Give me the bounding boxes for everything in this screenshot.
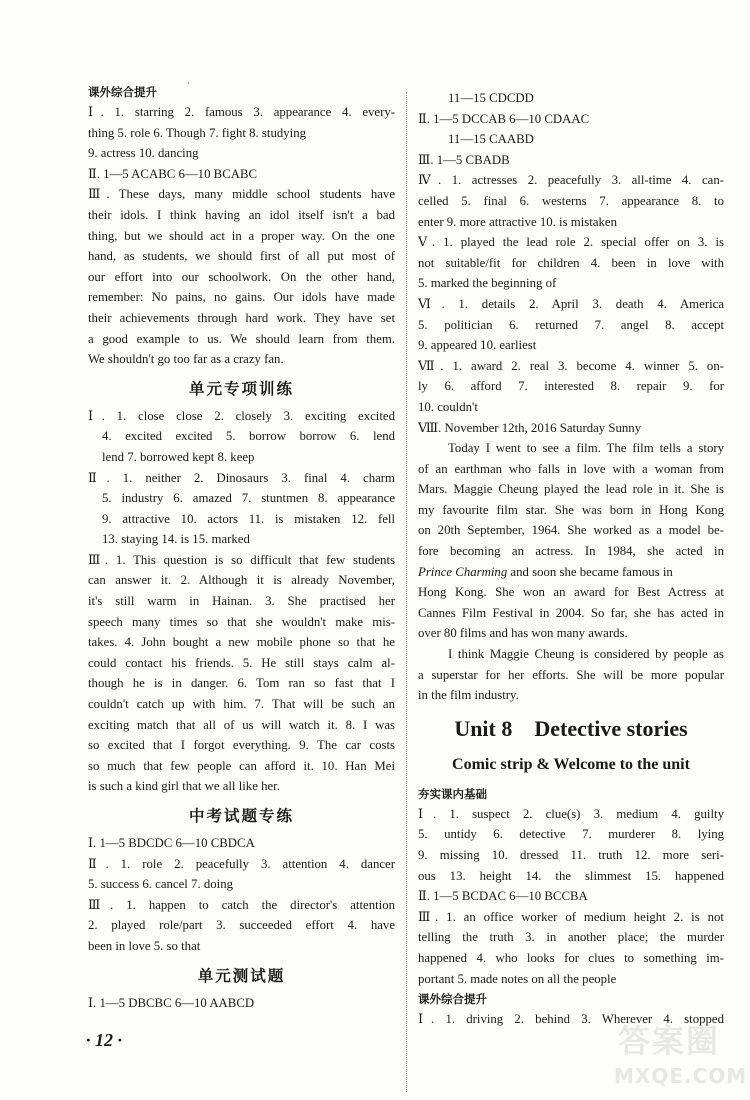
- answer-line: thing 5. role 6. Though 7. fight 8. studying: [88, 125, 307, 140]
- essay-line: our effort into our schoolwork. On the other hand,: [88, 269, 395, 284]
- answer-line: 11—15 CDCDD: [448, 91, 534, 105]
- answer-line: couldn't catch up with him. 7. That will be such an: [88, 697, 395, 712]
- unit-test-answers-continued: [418, 88, 724, 418]
- answer-line: 5. untidy 6. detective 7. murderer 8. lying: [418, 827, 724, 842]
- exam-practice-heading: 中考试题专练: [188, 807, 294, 825]
- exam-practice-answers: [88, 833, 395, 957]
- in-class-basics-heading: 夯实课内基础: [418, 786, 487, 801]
- answer-line: 9. appeared 10. earliest: [418, 338, 537, 353]
- answer-line: 5. industry 6. amazed 7. stuntmen 8. appearance: [102, 491, 395, 506]
- answer-line: telling the truth 3. in another place; the murder: [418, 930, 724, 945]
- answer-line: 11—15 CAABD: [448, 132, 534, 147]
- essay-line: my favourite film star. She was born in Hong Kong: [418, 502, 724, 517]
- answer-line: 9. actress 10. dancing: [88, 146, 199, 161]
- unit-practice-answers: [88, 406, 395, 797]
- answer-line: 13. staying 14. is 15. marked: [102, 532, 250, 547]
- answer-line: Ⅰ. 1. close close 2. closely 3. exciting excited: [88, 408, 395, 423]
- answer-line: takes. 4. John bought a new mobile phone so that he: [88, 635, 395, 650]
- essay-line: Ⅲ. These days, many middle school students have: [88, 187, 395, 202]
- essay-line: Today I went to see a film. The film tells a story: [448, 441, 724, 456]
- answer-line: 9. missing 10. dressed 11. truth 12. more seri-: [418, 848, 724, 862]
- answer-line: Ⅵ. 1. details 2. April 3. death 4. America: [418, 296, 724, 311]
- essay-line: [418, 562, 724, 583]
- unit-label: Unit 8: [454, 715, 513, 741]
- answer-line: portant 5. made notes on all the people: [418, 971, 617, 986]
- essay-line: Mars. Maggie Cheung played the lead role in it. She is: [418, 482, 724, 497]
- answer-line: Ⅲ. 1—5 CBADB: [418, 152, 510, 167]
- answer-line: though he is in danger. 6. Tom ran so fast that I: [88, 676, 395, 691]
- essay-line: Cannes Film Festival in 2004. So far, she has acted in: [418, 605, 724, 620]
- unit-subtitle: Comic strip & Welcome to the unit: [452, 755, 690, 773]
- answer-line: so excited that I forgot everything. 9. The car costs: [88, 738, 395, 753]
- unit-test-answers: [88, 993, 395, 1014]
- answer-line: Ⅶ. 1. award 2. real 3. become 4. winner 5. on-: [418, 358, 724, 373]
- in-class-basics-answers: [418, 804, 724, 989]
- essay-line: fore becoming an actress. In 1984, she acted in: [418, 544, 724, 559]
- essay-line: over 80 films and has won many awards.: [418, 626, 628, 641]
- essay-line: thing, but we should act in a proper way. On the one: [88, 228, 395, 243]
- essay-line: remember: No pains, no gains. Our idols have made: [88, 290, 395, 305]
- answer-line: happened 4. who looks for clues to something im-: [418, 950, 724, 965]
- essay-line: their idols. I think having an idol itself isn't a bad: [88, 207, 395, 222]
- column-divider: [406, 92, 407, 1092]
- essay-line: their achievements through hard work. They have set: [88, 310, 395, 325]
- answer-line: not suitable/fit for children 4. been in love with: [418, 255, 724, 270]
- answer-line: enter 9. more attractive 10. is mistaken: [418, 214, 617, 229]
- answer-line: Ⅱ. 1—5 DCCAB 6—10 CDAAC: [418, 111, 590, 126]
- answer-line: Ⅴ. 1. played the lead role 2. special offer on 3. is: [418, 235, 724, 250]
- diary-essay: [418, 418, 724, 706]
- answer-line: is such a kind girl that we all like her.: [88, 779, 280, 794]
- answer-line: ous 13. height 14. the slimmest 15. happened: [418, 868, 724, 883]
- answer-line: 5. marked the beginning of: [418, 276, 557, 291]
- essay-line: of an earthman who falls in love with a woman from: [418, 461, 724, 476]
- extracurricular-heading: 课外综合提升: [88, 85, 157, 99]
- answer-line: it's still warm in Hainan. 3. She practised her: [88, 594, 395, 609]
- answer-line: ly 6. afford 7. interested 8. repair 9. for: [418, 379, 724, 394]
- answer-line: Ⅳ. 1. actresses 2. peacefully 3. all-time 4. can-: [418, 173, 724, 188]
- answer-line: Ⅱ. 1—5 BCDAC 6—10 BCCBA: [418, 889, 588, 904]
- answer-line: Ⅰ. 1—5 DBCBC 6—10 AABCD: [88, 995, 255, 1010]
- essay-line: Hong Kong. She won an award for Best Actress at: [418, 585, 724, 600]
- answer-line: Ⅰ. 1. driving 2. behind 3. Wherever 4. stopped: [418, 1012, 724, 1027]
- answer-line: Ⅱ. 1. role 2. peacefully 3. attention 4. dancer: [88, 856, 395, 871]
- answer-line: Ⅰ. 1. suspect 2. clue(s) 3. medium 4. guilty: [418, 806, 724, 821]
- answer-line: Ⅰ. 1—5 BDCDC 6—10 CBDCA: [88, 836, 255, 850]
- answer-line: could contact his friends. 5. He still stays calm al-: [88, 655, 395, 670]
- unit-name: Detective stories: [534, 715, 688, 741]
- answer-line: 10. couldn't: [418, 399, 478, 414]
- extracurricular-heading-2: 课外综合提升: [418, 992, 487, 1007]
- essay-header: Ⅷ. November 12th, 2016 Saturday Sunny: [418, 420, 642, 435]
- unit-practice-heading: 单元专项训练: [188, 379, 294, 398]
- answer-line: 4. excited excited 5. borrow borrow 6. lend: [102, 429, 395, 444]
- film-title: Prince Charming: [418, 564, 508, 579]
- answer-line: Ⅲ. 1. This question is so difficult that few students: [88, 552, 395, 567]
- answer-line: 2. played role/part 3. succeeded effort 4. have: [88, 918, 395, 933]
- essay-line: a superstar for her efforts. She will be more popular: [418, 667, 724, 682]
- unit-title: [418, 716, 724, 742]
- watermark-logo: 答案圈: [618, 1022, 721, 1060]
- extracurricular-answers: [88, 102, 395, 370]
- answer-line: been in love 5. so that: [88, 938, 201, 953]
- essay-line: hand, as students, we should first of all put most of: [88, 249, 395, 264]
- page-number: · 12 ·: [86, 1030, 122, 1050]
- answer-line: Ⅲ. 1. happen to catch the director's attention: [88, 897, 395, 912]
- right-column: [418, 88, 724, 1030]
- essay-line: a good example to us. We should learn from them.: [88, 331, 395, 346]
- essay-line: We shouldn't go too far as a crazy fan.: [88, 352, 284, 367]
- answer-line: speech many times so that she wouldn't make mis-: [88, 614, 395, 629]
- unit-test-heading: 单元测试题: [197, 966, 286, 985]
- answer-line: Ⅲ. 1. an office worker of medium height 2. is not: [418, 909, 724, 924]
- answer-line: 5. success 6. cancel 7. doing: [88, 877, 233, 892]
- watermark: [608, 1010, 748, 1092]
- top-mark: ·: [187, 78, 190, 88]
- answer-line: Ⅱ. 1—5 ACABC 6—10 BCABC: [88, 166, 258, 181]
- answer-line: Ⅱ. 1. neither 2. Dinosaurs 3. final 4. charm: [88, 470, 395, 485]
- answer-line: so much that few people can afford it. 10. Han Mei: [88, 758, 395, 773]
- answer-line: celled 5. final 6. westerns 7. appearance 8. to: [418, 193, 724, 208]
- answer-line: lend 7. borrowed kept 8. keep: [102, 449, 255, 464]
- essay-line: on 20th September, 1964. She worked as a model be-: [418, 523, 724, 538]
- answer-line: can answer it. 2. Although it is already November,: [88, 573, 395, 588]
- answer-line: exciting match that all of us will watch it. 8. I was: [88, 717, 395, 732]
- watermark-site: MXQE.COM: [614, 1064, 748, 1088]
- essay-line: I think Maggie Cheung is considered by people as: [448, 647, 724, 662]
- answer-line: 9. attractive 10. actors 11. is mistaken 12. fell: [102, 511, 395, 526]
- essay-text: and soon she became famous in: [507, 564, 673, 579]
- essay-line: in the film industry.: [418, 688, 519, 703]
- answer-line: Ⅰ. 1. starring 2. famous 3. appearance 4. every-: [88, 105, 395, 119]
- answer-line: 5. politician 6. returned 7. angel 8. accept: [418, 317, 724, 332]
- left-column: [88, 82, 395, 1013]
